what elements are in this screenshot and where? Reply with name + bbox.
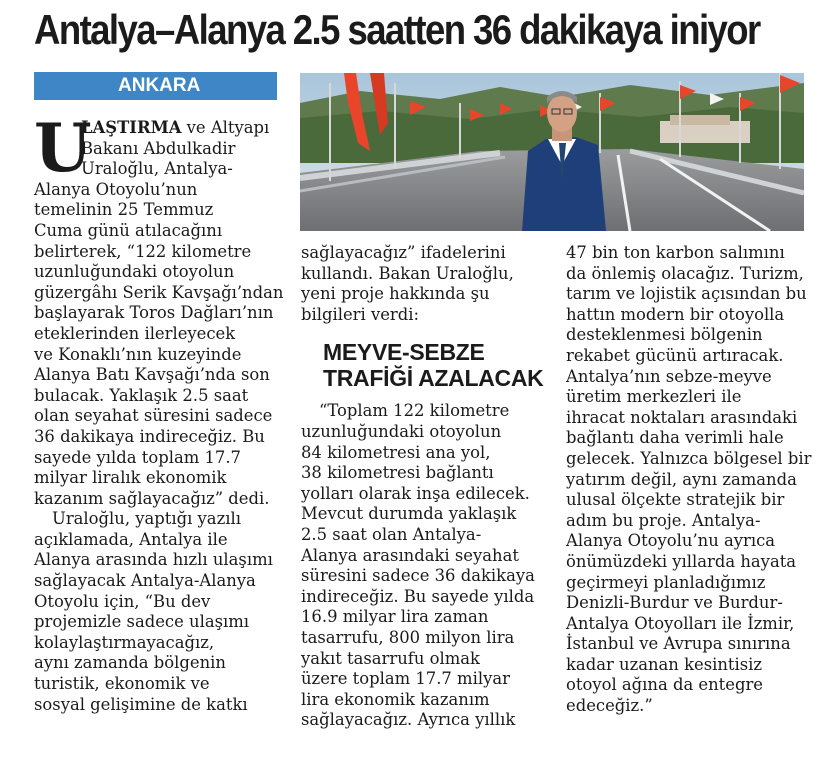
subheading-line-2: TRAFİĞİ AZALACAK [323, 365, 544, 392]
drop-cap: U [34, 109, 92, 187]
article-column-3 [566, 243, 811, 717]
lead-word: LAŞTIRMA [81, 118, 182, 137]
text-line: Bakanı Abdulkadir [81, 138, 236, 158]
text-line: uzunluğundaki otoyolun [301, 421, 502, 441]
text-line: üzere toplam 17.7 milyar [301, 669, 510, 689]
text-line: tarım ve lojistik açısından bu [566, 284, 807, 304]
text-line: İstanbul ve Avrupa sınırına [566, 634, 791, 654]
text-line: 2.5 saat olan Antalya- [301, 524, 482, 544]
text-line: Alanya arasındaki seyahat [301, 545, 519, 565]
text-line: milyar liralık ekonomik [34, 468, 227, 488]
text-line: açıklamada, Antalya ile [34, 529, 228, 549]
article-column-1 [34, 109, 284, 715]
text-line: sağlayacak Antalya-Alanya [34, 571, 256, 591]
headline: Antalya–Alanya 2.5 saatten 36 dakikaya iniyor [34, 6, 760, 53]
text-line: tasarrufu, 800 milyon lira [301, 627, 515, 647]
article-photo [300, 73, 804, 231]
text-line: desteklenmesi bölgenin [566, 325, 763, 345]
text-line: ve Konaklı’nın kuzeyinde [34, 344, 242, 364]
text-line: sayede yılda toplam 17.7 [34, 447, 241, 467]
text-line: yatırım değil, aynı zamanda [566, 469, 797, 489]
text-line: süresini sadece 36 dakikaya [301, 566, 535, 586]
article-column-2 [301, 243, 546, 731]
text-line: Mevcut durumda yaklaşık [301, 504, 517, 524]
subheading [323, 339, 546, 391]
text-line: kadar uzanan kesintisiz [566, 654, 763, 674]
text-line: edeceğiz.” [566, 696, 653, 716]
text-line: hattın modern bir otoyolla [566, 304, 785, 324]
text-line: da önlemiş olacağız. Turizm, [566, 263, 804, 283]
text-line: ve Altyapı [181, 118, 270, 137]
text-line: sağlayacağız. Ayrıca yıllık [301, 710, 516, 730]
text-line: uzunluğundaki otoyolun [34, 262, 235, 282]
text-line: aynı zamanda bölgenin [34, 653, 226, 673]
text-line: ulusal ölçekte stratejik bir [566, 490, 785, 510]
text-line: güzergâhı Serik Kavşağı’ndan [34, 282, 284, 302]
text-line: projemizle sadece ulaşımı [34, 612, 250, 632]
text-line: sosyal gelişimine de katkı [34, 694, 248, 714]
location-label: ANKARA [34, 72, 277, 100]
text-line: 16.9 milyar lira zaman [301, 607, 489, 627]
text-line: otoyol ağına da entegre [566, 675, 763, 695]
text-line: olan seyahat süresini sadece [34, 406, 273, 426]
text-line: kolaylaştırmayacağız, [34, 632, 215, 652]
text-line: bağlantı daha verimli hale [566, 428, 784, 448]
text-line: 38 kilometresi bağlantı [301, 463, 494, 483]
text-line: temelinin 25 Temmuz [34, 200, 214, 220]
text-line: Antalya’nın sebze-meyve [566, 366, 772, 386]
text-line: ihracat noktaları arasındaki [566, 407, 798, 427]
text-line: Uraloğlu, Antalya- [81, 159, 233, 179]
subheading-line-1: MEYVE-SEBZE [323, 339, 485, 366]
text-line: “Toplam 122 kilometre [319, 401, 510, 421]
text-line: kullandı. Bakan Uraloğlu, [301, 263, 514, 283]
text-line: bulacak. Yaklaşık 2.5 saat [34, 385, 249, 405]
text-line: bilgileri verdi: [301, 304, 419, 324]
text-line: Antalya Otoyolları ile İzmir, [566, 613, 795, 633]
text-line: Otoyolu için, “Bu dev [34, 591, 211, 611]
text-line: adım bu proje. Antalya- [566, 510, 761, 530]
text-line: yakıt tasarrufu olmak [301, 648, 480, 668]
lead-paragraph [34, 109, 284, 187]
text-line: üretim merkezleri ile [566, 387, 742, 407]
text-line: Alanya Batı Kavşağı’nda son [34, 365, 270, 385]
text-line: eteklerinden ilerleyecek [34, 323, 236, 343]
text-line: 47 bin ton karbon salımını [566, 243, 785, 262]
text-line: Alanya Otoyolu’nun [34, 179, 198, 199]
text-line: kazanım sağlayacağız” dedi. [34, 488, 270, 508]
text-line: indireceğiz. Bu sayede yılda [301, 586, 535, 606]
text-line: Cuma günü atılacağını [34, 220, 223, 240]
text-line: yeni proje hakkında şu [301, 284, 490, 304]
text-line: Alanya Otoyolu’nu ayrıca [566, 531, 776, 551]
text-line: sağlayacağız” ifadelerini [301, 243, 506, 262]
text-line: turistik, ekonomik ve [34, 674, 210, 694]
text-line: başlayarak Toros Dağları’nın [34, 303, 274, 323]
text-line: önümüzdeki yıllarda hayata [566, 551, 797, 571]
text-line: gelecek. Yalnızca bölgesel bir [566, 448, 812, 468]
text-line: rekabet gücünü artıracak. [566, 345, 784, 365]
text-line: 36 dakikaya indireceğiz. Bu [34, 426, 265, 446]
text-line: lira ekonomik kazanım [301, 689, 490, 709]
text-line: belirterek, “122 kilometre [34, 241, 252, 261]
text-line: yolları olarak inşa edilecek. [301, 483, 530, 503]
text-line: 84 kilometresi ana yol, [301, 442, 491, 462]
text-line: Denizli-Burdur ve Burdur- [566, 593, 783, 613]
text-line: Alanya arasında hızlı ulaşımı [34, 550, 273, 570]
text-line: geçirmeyi planladığımız [566, 572, 766, 592]
text-line: Uraloğlu, yaptığı yazılı [52, 509, 241, 529]
